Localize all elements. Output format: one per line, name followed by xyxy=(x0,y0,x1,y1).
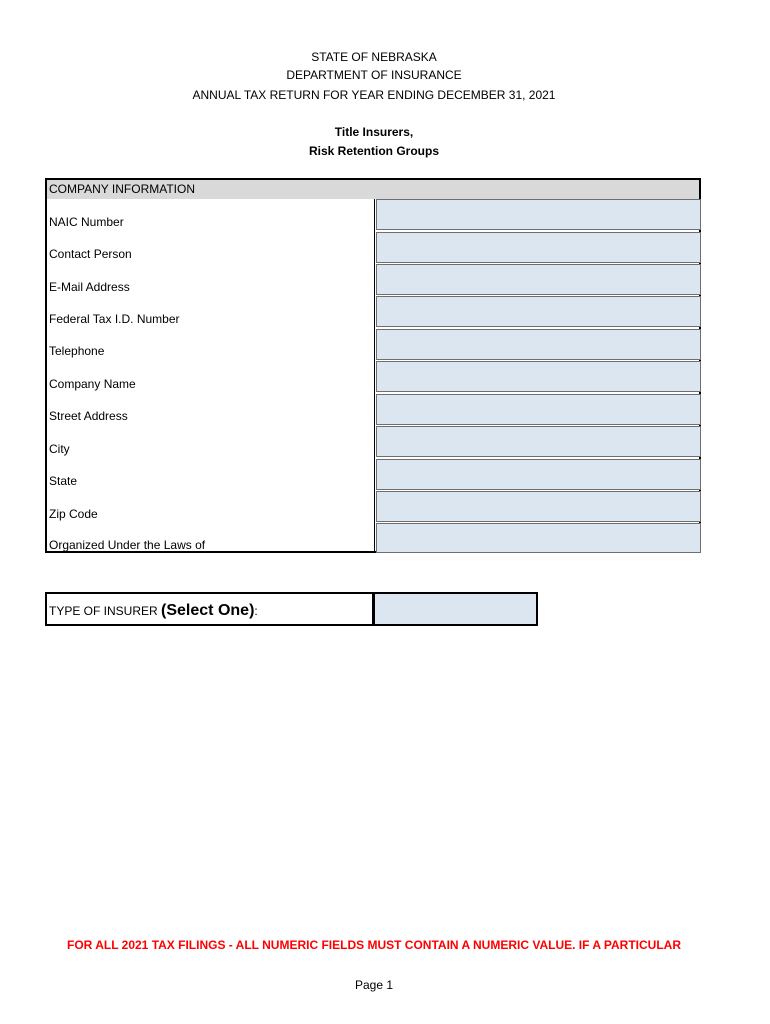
column-divider xyxy=(374,199,375,553)
contact-person-label: Contact Person xyxy=(49,247,132,261)
federal-tax-id-label: Federal Tax I.D. Number xyxy=(49,312,180,326)
contact-person-field[interactable] xyxy=(376,232,701,263)
email-address-field[interactable] xyxy=(376,264,701,295)
naic-number-label: NAIC Number xyxy=(49,215,124,229)
header-return-title: ANNUAL TAX RETURN FOR YEAR ENDING DECEMBER 31, 2021 xyxy=(192,88,556,102)
street-address-field[interactable] xyxy=(376,394,701,425)
company-name-field[interactable] xyxy=(376,361,701,392)
naic-number-field[interactable] xyxy=(376,199,701,230)
state-label: State xyxy=(49,474,78,488)
street-address-label: Street Address xyxy=(49,409,128,423)
numeric-fields-notice: FOR ALL 2021 TAX FILINGS - ALL NUMERIC FIELDS MUST CONTAIN A NUMERIC VALUE. IF A PARTICULAR xyxy=(67,938,681,952)
header-department: DEPARTMENT OF INSURANCE xyxy=(286,68,462,82)
telephone-field[interactable] xyxy=(376,329,701,360)
state-field[interactable] xyxy=(376,459,701,490)
select-one-text: (Select One) xyxy=(161,602,255,619)
insurer-type-prefix: TYPE OF INSURER xyxy=(49,604,158,618)
insurer-type-label xyxy=(49,602,258,620)
company-name-label: Company Name xyxy=(49,377,136,391)
page-number: Page 1 xyxy=(354,978,394,992)
zip-code-field[interactable] xyxy=(376,491,701,522)
header-state: STATE OF NEBRASKA xyxy=(311,50,437,64)
insurer-type-colon: : xyxy=(254,604,258,618)
subtitle-title-insurers: Title Insurers, xyxy=(334,125,414,139)
company-information-table xyxy=(45,178,701,553)
city-label: City xyxy=(49,442,70,456)
insurer-type-label-cell xyxy=(45,592,374,626)
company-information-heading: COMPANY INFORMATION xyxy=(47,180,699,199)
zip-code-label: Zip Code xyxy=(49,507,98,521)
telephone-label: Telephone xyxy=(49,344,105,358)
email-address-label: E-Mail Address xyxy=(49,280,130,294)
organized-under-laws-field[interactable] xyxy=(376,523,701,553)
federal-tax-id-field[interactable] xyxy=(376,296,701,327)
subtitle-risk-retention: Risk Retention Groups xyxy=(308,144,439,158)
insurer-type-select[interactable] xyxy=(374,592,538,626)
organized-under-laws-label: Organized Under the Laws of xyxy=(49,538,206,552)
city-field[interactable] xyxy=(376,426,701,457)
